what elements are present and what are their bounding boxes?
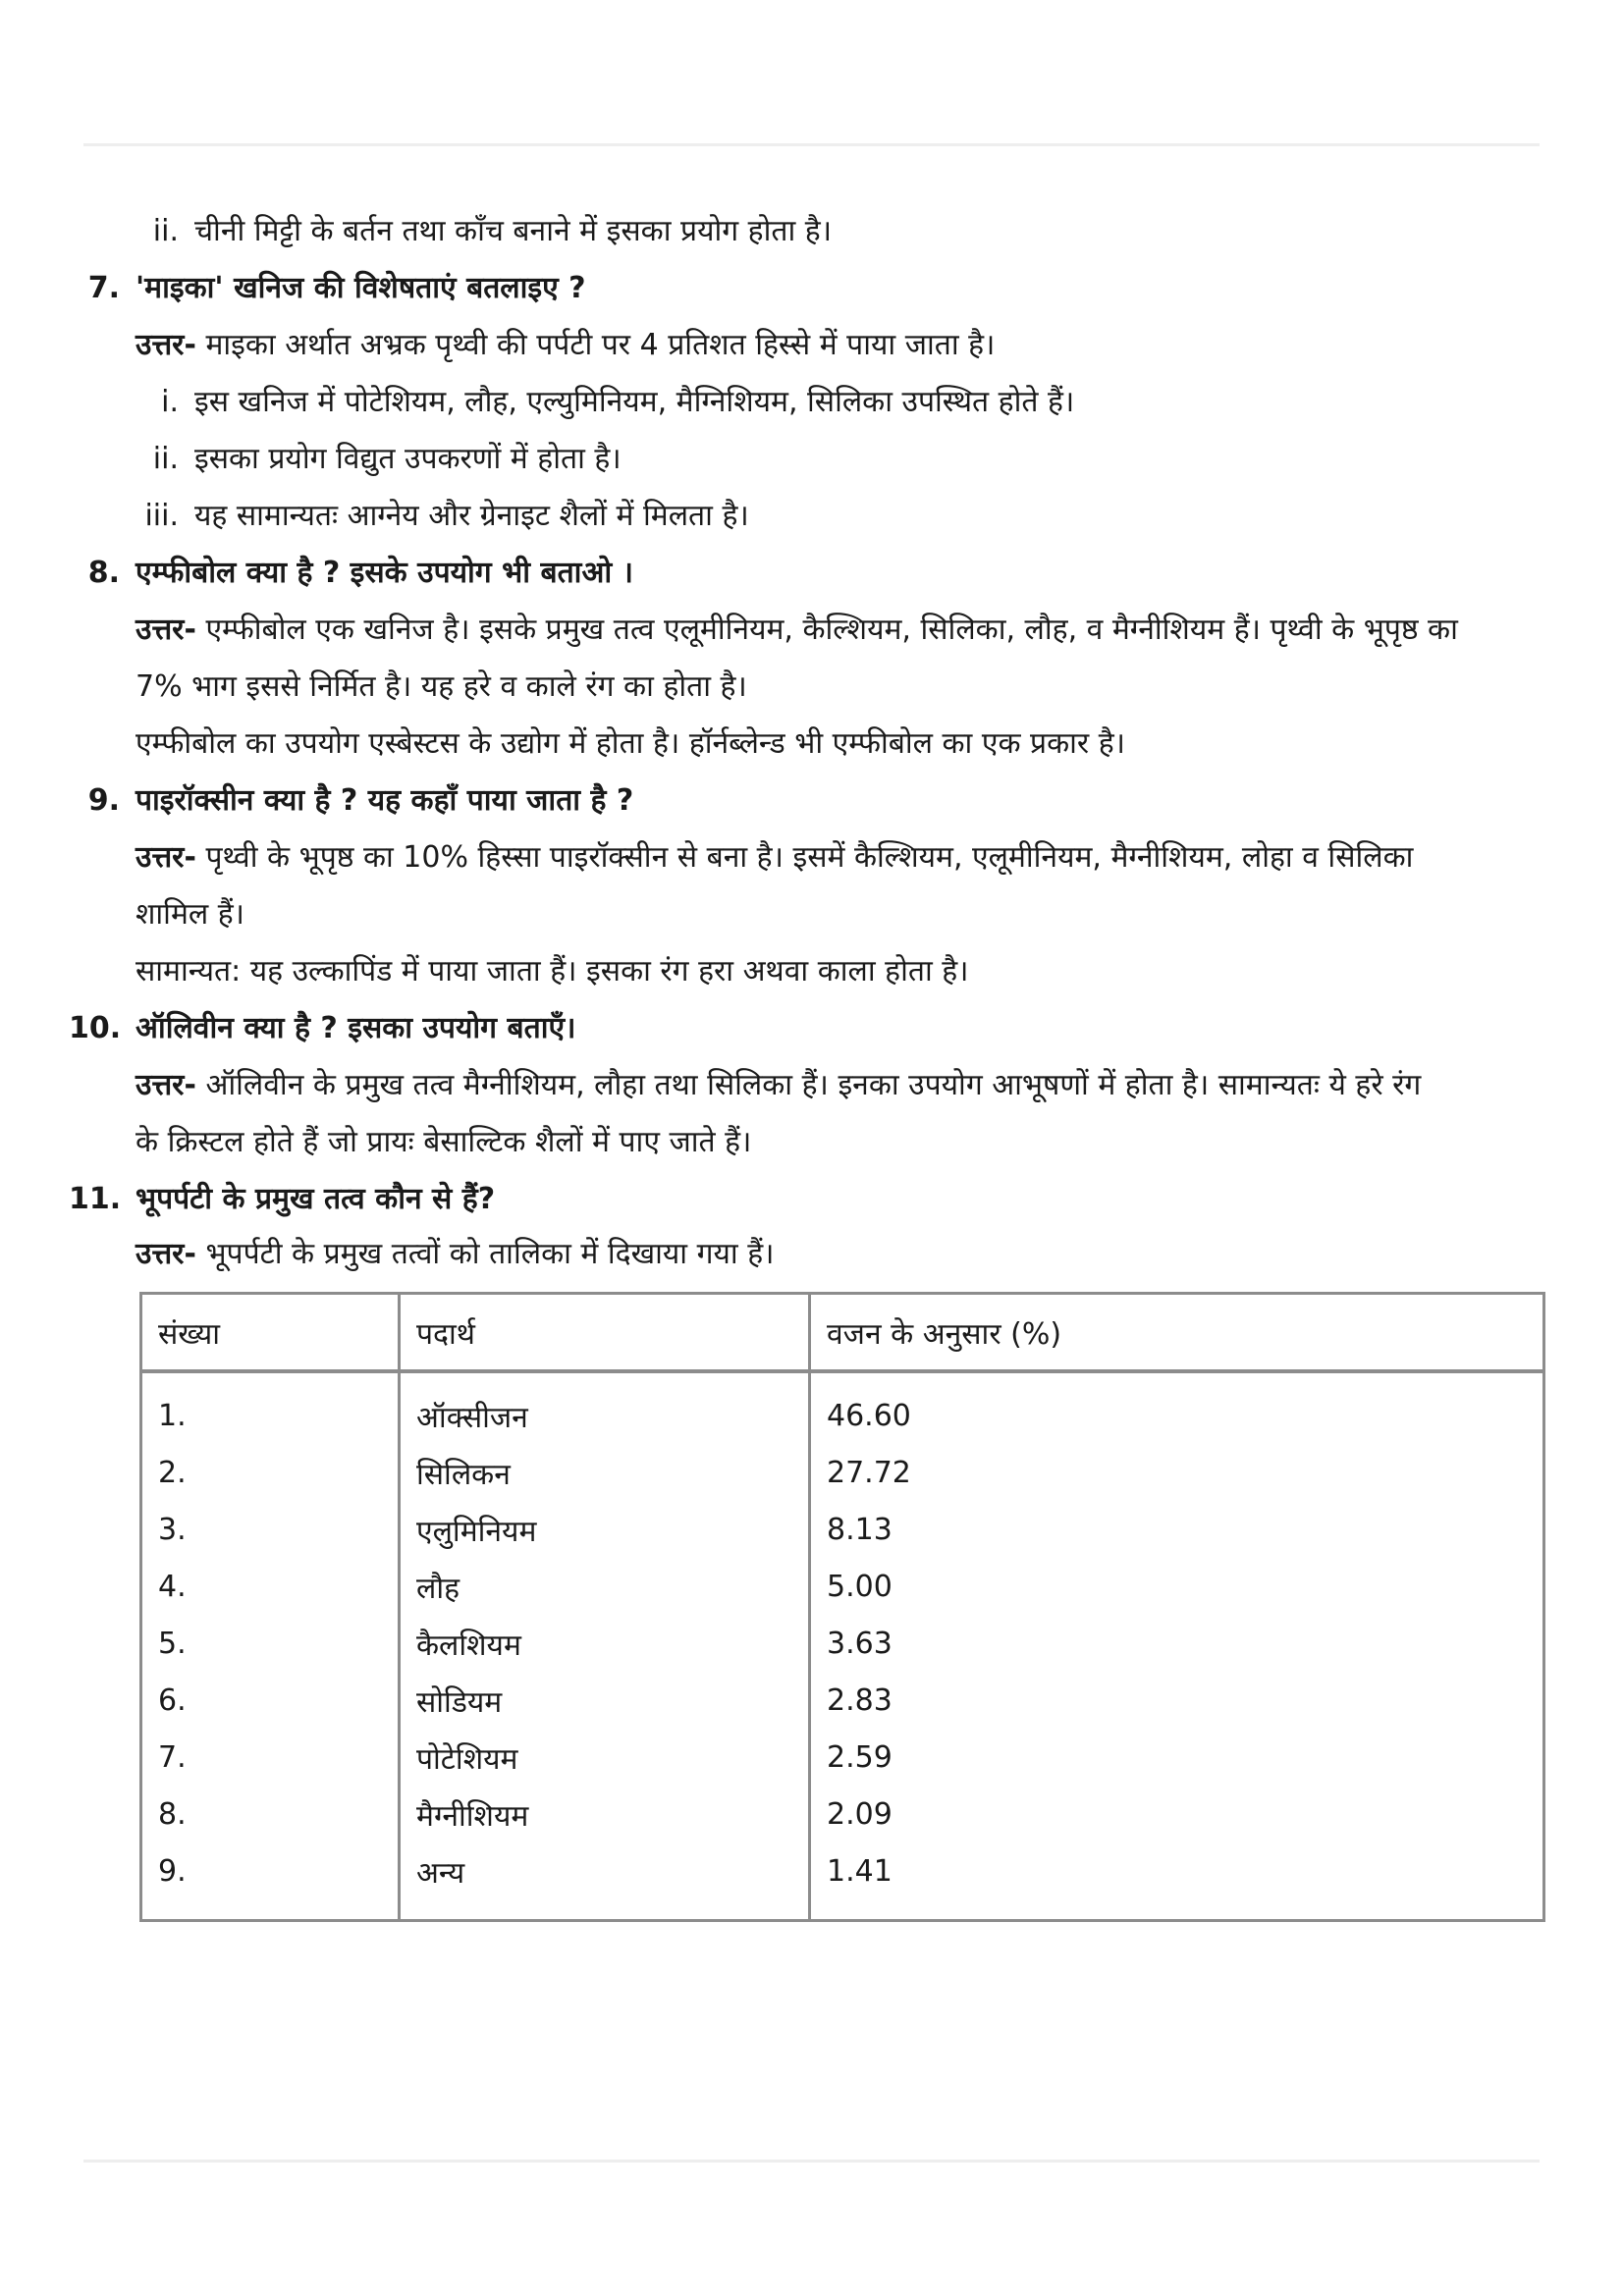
table-row	[141, 1615, 1544, 1672]
question-text: पाइरॉक्सीन क्या है ? यह कहाँ पाया जाता है ?	[135, 783, 634, 818]
table-cell: 2.09	[810, 1786, 1544, 1842]
table-cell: कैलशियम	[400, 1615, 810, 1672]
answer-text: 7% भाग इससे निर्मित है। यह हरे व काले रंग का होता है।	[135, 669, 747, 704]
question-number: 10.	[69, 1011, 122, 1045]
table-row	[141, 1558, 1544, 1615]
table-cell: पोटेशियम	[400, 1729, 810, 1786]
table-cell: 6.	[141, 1672, 400, 1729]
table-cell: एलुमिनियम	[400, 1501, 810, 1558]
table-row	[141, 1672, 1544, 1729]
table-header-row	[141, 1294, 1544, 1372]
table-cell: 4.	[141, 1558, 400, 1615]
answer-11	[135, 1235, 775, 1274]
table-cell: 27.72	[810, 1444, 1544, 1501]
question-number: 11.	[69, 1182, 122, 1216]
answer-text: के क्रिस्टल होते हैं जो प्रायः बेसाल्टिक शैलों में पाए जाते हैं।	[135, 1125, 752, 1159]
list-item-text: इसका प्रयोग विद्युत उपकरणों में होता है।	[194, 442, 622, 476]
question-text: 'माइका' खनिज की विशेषताएं बतलाइए ?	[135, 271, 586, 305]
roman-numeral: iii.	[144, 499, 179, 533]
table-row	[141, 1444, 1544, 1501]
table-cell: 5.	[141, 1615, 400, 1672]
table-cell: 46.60	[810, 1371, 1544, 1444]
table-cell: 8.13	[810, 1501, 1544, 1558]
roman-numeral: ii.	[152, 214, 179, 248]
table-cell: 1.	[141, 1371, 400, 1444]
table-cell: अन्य	[400, 1842, 810, 1921]
answer-text: भूपर्पटी के प्रमुख तत्वों को तालिका में दिखाया गया हैं।	[195, 1237, 775, 1271]
table-cell: 5.00	[810, 1558, 1544, 1615]
roman-numeral: i.	[161, 385, 179, 419]
question-text: भूपर्पटी के प्रमुख तत्व कौन से हैं?	[135, 1182, 496, 1216]
top-divider	[83, 143, 1540, 146]
table-cell: 2.59	[810, 1729, 1544, 1786]
answer-8	[135, 611, 1458, 650]
table-row	[141, 1501, 1544, 1558]
table-cell: 3.63	[810, 1615, 1544, 1672]
table-row	[141, 1786, 1544, 1842]
answer-text: ऑलिवीन के प्रमुख तत्व मैग्नीशियम, लौहा तथा सिलिका हैं। इनका उपयोग आभूषणों में होता है। सामान्यतः ये हरे रंग	[195, 1068, 1422, 1102]
table-cell: 9.	[141, 1842, 400, 1921]
question-text: ऑलिवीन क्या है ? इसका उपयोग बताएँ।	[135, 1011, 576, 1045]
list-item-text: इस खनिज में पोटेशियम, लौह, एल्युमिनियम, मैग्निशियम, सिलिका उपस्थित होते हैं।	[194, 385, 1075, 419]
question-text: एम्फीबोल क्या है ? इसके उपयोग भी बताओ ।	[135, 556, 633, 590]
table-cell: सिलिकन	[400, 1444, 810, 1501]
roman-numeral: ii.	[152, 442, 179, 476]
table-cell: 7.	[141, 1729, 400, 1786]
column-header: संख्या	[141, 1294, 400, 1372]
column-header: पदार्थ	[400, 1294, 810, 1372]
table-cell: लौह	[400, 1558, 810, 1615]
answer-label: उत्तर-	[135, 1068, 196, 1102]
table-cell: 2.83	[810, 1672, 1544, 1729]
column-header: वजन के अनुसार (%)	[810, 1294, 1544, 1372]
answer-text: एम्फीबोल एक खनिज है। इसके प्रमुख तत्व एलूमीनियम, कैल्शियम, सिलिका, लौह, व मैग्नीशियम हैं। पृथ्वी के भूपृष्ठ का	[195, 613, 1458, 647]
table-row	[141, 1842, 1544, 1921]
answer-label: उत्तर-	[135, 613, 196, 647]
table-cell: 3.	[141, 1501, 400, 1558]
answer-10	[135, 1066, 1421, 1105]
list-item-text: यह सामान्यतः आग्नेय और ग्रेनाइट शैलों में मिलता है।	[194, 499, 749, 533]
answer-label: उत्तर-	[135, 328, 196, 362]
table-row	[141, 1371, 1544, 1444]
table-cell: 2.	[141, 1444, 400, 1501]
answer-text: माइका अर्थात अभ्रक पृथ्वी की पर्पटी पर 4 प्रतिशत हिस्से में पाया जाता है।	[195, 328, 996, 362]
table-cell: 1.41	[810, 1842, 1544, 1921]
table-row	[141, 1729, 1544, 1786]
question-number: 8.	[87, 556, 120, 590]
table-cell: ऑक्सीजन	[400, 1371, 810, 1444]
answer-text: सामान्यत: यह उल्कापिंड में पाया जाता हैं। इसका रंग हरा अथवा काला होता है।	[135, 954, 969, 988]
answer-text: एम्फीबोल का उपयोग एस्बेस्टस के उद्योग में होता है। हॉर्नब्लेन्ड भी एम्फीबोल का एक प्रकार है।	[135, 726, 1126, 761]
question-number: 9.	[87, 783, 120, 818]
answer-text: पृथ्वी के भूपृष्ठ का 10% हिस्सा पाइरॉक्सीन से बना है। इसमें कैल्शियम, एलूमीनियम, मैग्नीशियम, लोहा व सिलिका	[195, 840, 1414, 875]
question-number: 7.	[87, 271, 120, 305]
table-cell: 8.	[141, 1786, 400, 1842]
answer-label: उत्तर-	[135, 1237, 196, 1271]
table-cell: सोडियम	[400, 1672, 810, 1729]
table-cell: मैग्नीशियम	[400, 1786, 810, 1842]
answer-label: उत्तर-	[135, 840, 196, 875]
answer-text: शामिल हैं।	[135, 897, 245, 932]
answer-7	[135, 326, 995, 365]
answer-9	[135, 838, 1413, 878]
list-item-text: चीनी मिट्टी के बर्तन तथा काँच बनाने में इसका प्रयोग होता है।	[194, 214, 833, 248]
bottom-divider	[83, 2160, 1540, 2163]
crust-elements-table	[139, 1292, 1545, 1922]
